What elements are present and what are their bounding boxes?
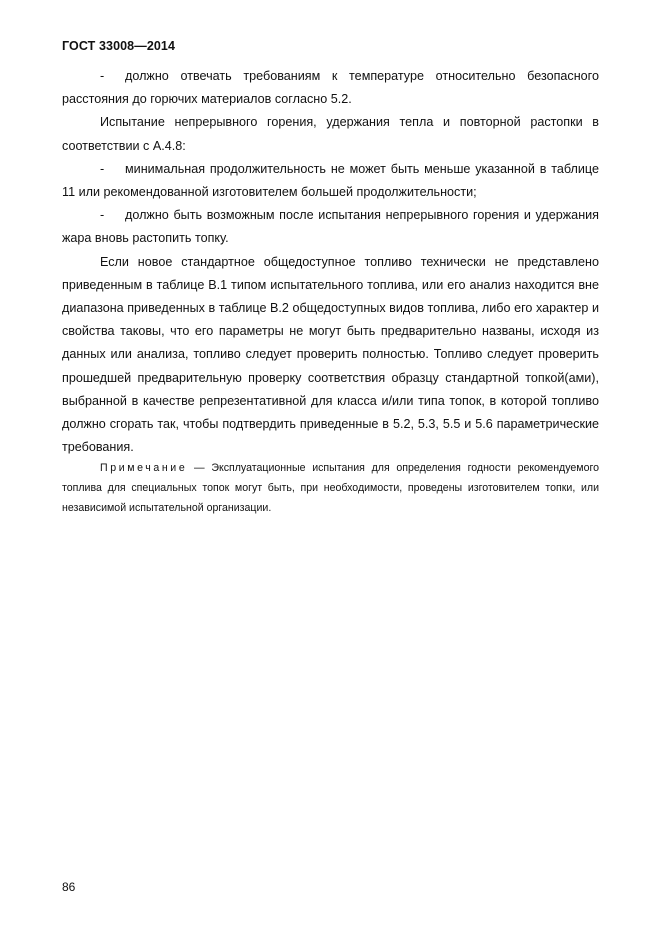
list-item (62, 158, 599, 204)
list-item-text: должно быть возможным после испытания непрерывного горения и удержания жара вновь растопить топку. (62, 208, 599, 246)
document-header: ГОСТ 33008—2014 (62, 39, 176, 53)
list-item-text: должно отвечать требованиям к температуре относительно безопасного расстояния до горючих материалов согласно 5.2. (62, 69, 599, 107)
page-number: 86 (62, 880, 76, 894)
paragraph: Если новое стандартное общедоступное топливо технически не представлено приведенным в таблице В.1 типом испытательного топлива, или его анализ находится вне диапазона приведенных в таблице В.2 общедоступных видов топлива, либо его характер и свойства таковы, что его параметры не могут быть предварительно названы, исходя из данных или анализа, топливо следует проверить полностью. Топливо следует проверить прошедшей предварительную проверку соответствия образцу стандартной топкой(ами), выбранной в качестве репрезентативной для класса и/или типа топок, в которой топливо должно сгорать так, чтобы подтвердить приведенные в 5.2, 5.3, 5.5 и 5.6 параметрические требования. (62, 254, 599, 455)
bullet-marker: - (100, 69, 105, 83)
note-text: — Эксплуатационные испытания для определения годности рекомендуемого топлива для специальных топок могут быть, при необходимости, проведены изготовителем топки, или независимой испытательной организации. (62, 462, 599, 514)
list-item-text: минимальная продолжительность не может быть меньше указанной в таблице 11 или рекомендованной изготовителем большей продолжительности; (62, 161, 599, 200)
bullet-marker: - (100, 161, 105, 176)
list-item (62, 65, 599, 111)
paragraph: Испытание непрерывного горения, удержания тепла и повторной растопки в соответствии с А.4.8: (62, 115, 599, 153)
document-body (62, 65, 599, 459)
note-label: Примечание (100, 462, 188, 474)
note (62, 458, 599, 518)
list-item (62, 204, 599, 250)
bullet-marker: - (100, 208, 105, 223)
